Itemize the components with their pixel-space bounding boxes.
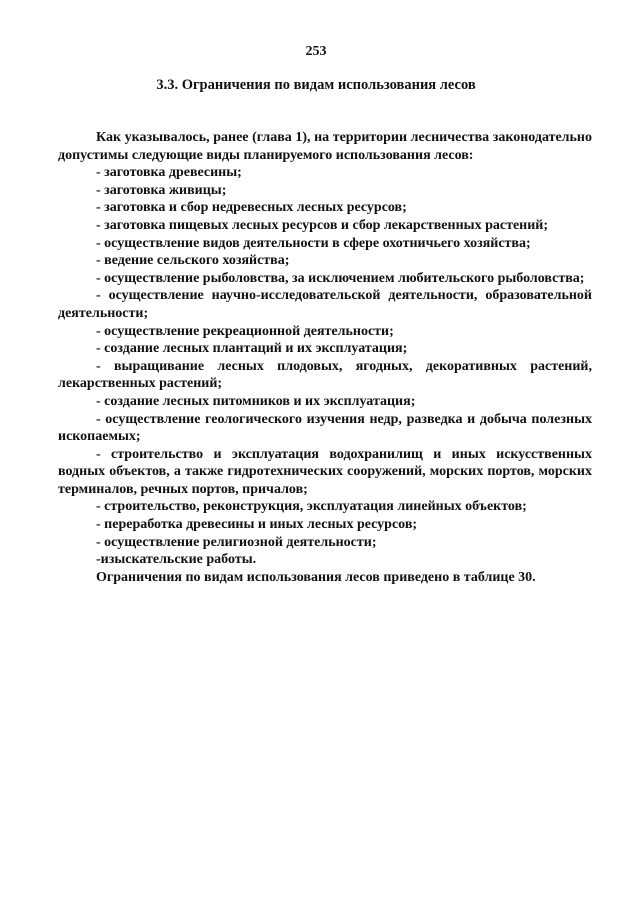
list-item: - ведение сельского хозяйства; bbox=[96, 253, 290, 269]
list-item: - создание лесных питомников и их эксплуатация; bbox=[96, 393, 416, 409]
list-item: - осуществление рыболовства, за исключением любительского рыболовства; bbox=[96, 270, 585, 286]
list-item: - заготовка живицы; bbox=[96, 182, 227, 198]
list-item: - переработка древесины и иных лесных ресурсов; bbox=[96, 517, 418, 533]
intro-paragraph: Как указывалось, ранее (глава 1), на территории лесничества законодательно допустимы следующие виды планируемого использования лесов: bbox=[58, 130, 592, 163]
list-item: - выращивание лесных плодовых, ягодных, декоративных растений, лекарственных растений; bbox=[58, 358, 592, 392]
list-item: - осуществление геологического изучения недр, разведка и добыча полезных ископаемых; bbox=[58, 411, 592, 445]
body-text bbox=[58, 129, 592, 586]
list-item: - заготовка древесины; bbox=[96, 165, 242, 181]
list-item: - осуществление видов деятельности в сфере охотничьего хозяйства; bbox=[96, 235, 531, 251]
list-item: - заготовка и сбор недревесных лесных ресурсов; bbox=[96, 200, 407, 216]
list-item: -изыскательские работы. bbox=[96, 552, 257, 568]
page-number: 253 bbox=[305, 44, 327, 59]
section-title: 3.3. Ограничения по видам использования лесов bbox=[156, 77, 476, 93]
list-item: - строительство и эксплуатация водохранилищ и иных искусственных водных объектов, а также гидротехнических сооружений, морских портов, морских терминалов, речных портов, причалов; bbox=[58, 446, 592, 497]
closing-paragraph: Ограничения по видам использования лесов приведено в таблице 30. bbox=[96, 569, 536, 585]
list-item: - создание лесных плантаций и их эксплуатация; bbox=[96, 341, 408, 357]
list-item: - строительство, реконструкция, эксплуатация линейных объектов; bbox=[96, 499, 527, 515]
list-item: - заготовка пищевых лесных ресурсов и сбор лекарственных растений; bbox=[96, 217, 549, 233]
list-item: - осуществление научно-исследовательской деятельности, образовательной деятельности; bbox=[58, 288, 592, 321]
list-item: - осуществление рекреационной деятельности; bbox=[96, 323, 394, 339]
list-item: - осуществление религиозной деятельности; bbox=[96, 534, 377, 550]
